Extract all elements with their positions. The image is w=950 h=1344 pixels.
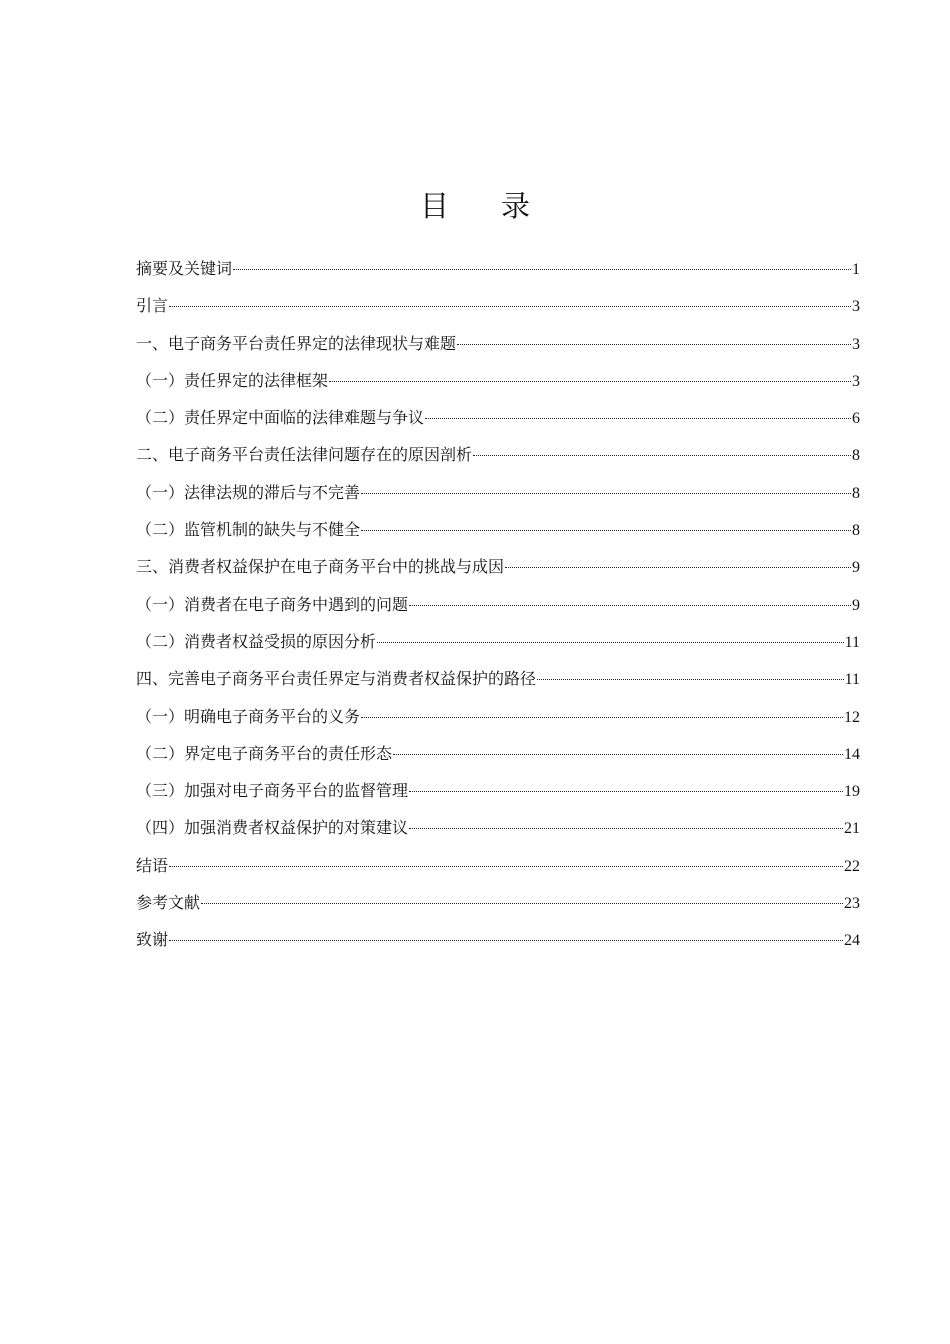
- toc-entry[interactable]: [136, 586, 860, 623]
- toc-list: [136, 250, 860, 959]
- dot-leader: [361, 493, 851, 494]
- dot-leader: [409, 791, 843, 792]
- toc-entry-label: 一、电子商务平台责任界定的法律现状与难题: [136, 333, 457, 353]
- toc-entry-page: 21: [844, 820, 860, 838]
- toc-entry[interactable]: [136, 660, 860, 697]
- toc-entry[interactable]: [136, 511, 860, 548]
- toc-entry-page: 8: [852, 522, 860, 540]
- dot-leader: [169, 306, 851, 307]
- toc-entry-page: 22: [844, 857, 860, 875]
- toc-entry-page: 3: [852, 335, 860, 353]
- toc-entry[interactable]: [136, 362, 860, 399]
- toc-entry-label: 三、消费者权益保护在电子商务平台中的挑战与成因: [136, 557, 505, 577]
- toc-entry-page: 6: [852, 410, 860, 428]
- toc-entry[interactable]: [136, 436, 860, 473]
- toc-entry[interactable]: [136, 921, 860, 958]
- dot-leader: [361, 717, 843, 718]
- toc-title-char-1: 目: [419, 189, 449, 223]
- dot-leader: [361, 530, 851, 531]
- dot-leader: [169, 940, 843, 941]
- toc-entry[interactable]: [136, 250, 860, 287]
- toc-entry-label: （二）消费者权益受损的原因分析: [136, 631, 377, 651]
- dot-leader: [233, 269, 851, 270]
- toc-entry[interactable]: [136, 548, 860, 585]
- toc-title-char-2: 录: [501, 189, 531, 223]
- toc-entry-page: 8: [852, 484, 860, 502]
- toc-entry-label: 致谢: [136, 930, 169, 950]
- dot-leader: [457, 344, 851, 345]
- toc-entry[interactable]: [136, 399, 860, 436]
- toc-entry-label: 摘要及关键词: [136, 259, 233, 278]
- toc-entry-page: 11: [844, 671, 860, 689]
- toc-entry-label: 二、电子商务平台责任法律问题存在的原因剖析: [136, 445, 473, 465]
- toc-entry-label: （二）界定电子商务平台的责任形态: [136, 743, 393, 763]
- toc-entry-page: 11: [844, 633, 860, 651]
- toc-entry-label: 引言: [136, 296, 169, 316]
- dot-leader: [377, 642, 844, 643]
- toc-entry-label: （二）责任界定中面临的法律难题与争议: [136, 408, 425, 428]
- toc-entry-label: （四）加强消费者权益保护的对策建议: [136, 818, 409, 838]
- dot-leader: [393, 754, 843, 755]
- toc-entry[interactable]: [136, 772, 860, 809]
- toc-entry-page: 12: [844, 708, 860, 726]
- toc-entry-label: （一）法律法规的滞后与不完善: [136, 482, 361, 502]
- toc-entry-page: 9: [852, 559, 860, 577]
- dot-leader: [425, 418, 851, 419]
- toc-entry-label: （三）加强对电子商务平台的监督管理: [136, 781, 409, 801]
- toc-entry-label: 参考文献: [136, 893, 201, 913]
- toc-entry-page: 1: [852, 261, 860, 278]
- toc-entry-page: 3: [852, 372, 860, 390]
- dot-leader: [169, 866, 843, 867]
- toc-entry-label: （一）消费者在电子商务中遇到的问题: [136, 594, 409, 614]
- toc-entry[interactable]: [136, 884, 860, 921]
- dot-leader: [409, 828, 843, 829]
- toc-entry-label: （一）明确电子商务平台的义务: [136, 706, 361, 726]
- toc-entry[interactable]: [136, 735, 860, 772]
- toc-entry[interactable]: [136, 847, 860, 884]
- toc-entry[interactable]: [136, 325, 860, 362]
- dot-leader: [473, 455, 851, 456]
- toc-entry-page: 14: [844, 745, 860, 763]
- dot-leader: [329, 381, 851, 382]
- dot-leader: [505, 567, 851, 568]
- toc-entry-page: 9: [852, 596, 860, 614]
- toc-entry[interactable]: [136, 287, 860, 324]
- dot-leader: [409, 605, 851, 606]
- toc-entry-label: 结语: [136, 855, 169, 875]
- toc-entry-page: 19: [844, 783, 860, 801]
- toc-entry-label: （一）责任界定的法律框架: [136, 370, 329, 390]
- toc-entry[interactable]: [136, 698, 860, 735]
- toc-entry[interactable]: [136, 474, 860, 511]
- toc-entry-label: （二）监管机制的缺失与不健全: [136, 520, 361, 540]
- toc-entry-page: 8: [852, 447, 860, 465]
- toc-entry[interactable]: [136, 623, 860, 660]
- toc-entry-page: 23: [844, 895, 860, 913]
- toc-entry-label: 四、完善电子商务平台责任界定与消费者权益保护的路径: [136, 669, 537, 689]
- dot-leader: [201, 903, 843, 904]
- dot-leader: [537, 679, 844, 680]
- toc-entry-page: 24: [844, 932, 860, 950]
- toc-entry[interactable]: [136, 809, 860, 846]
- toc-entry-page: 3: [852, 298, 860, 316]
- toc-title: [0, 186, 950, 226]
